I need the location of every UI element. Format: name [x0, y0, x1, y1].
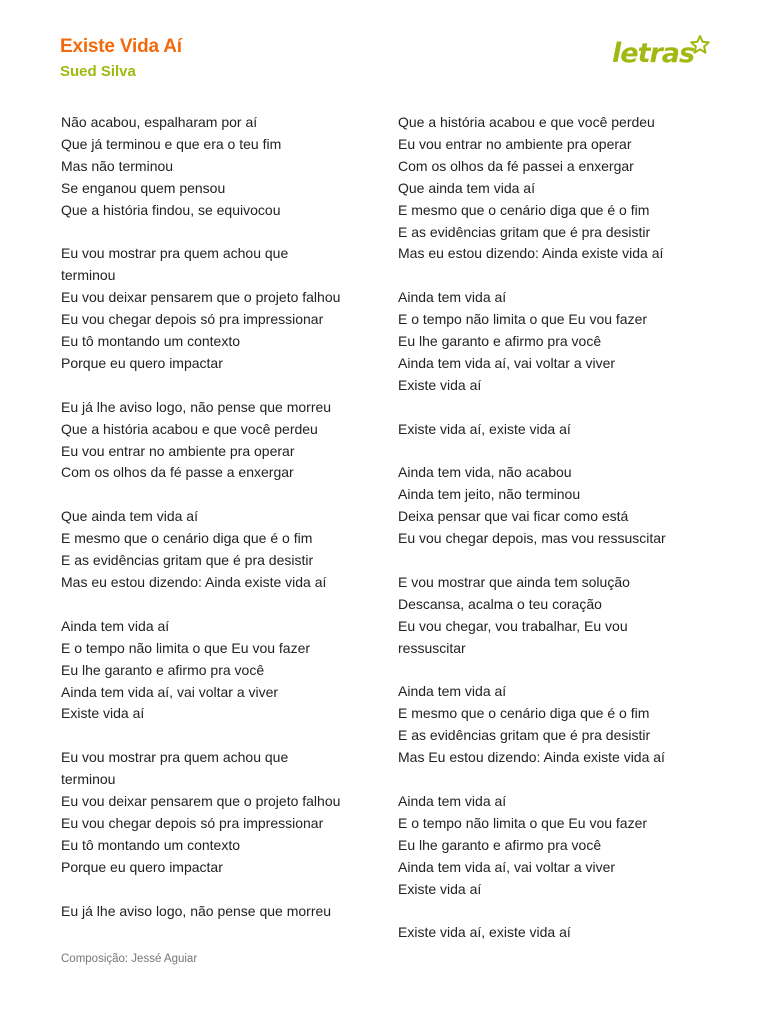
lyrics-line: Eu já lhe aviso logo, não pense que morreu [61, 398, 332, 415]
lyrics-line: Eu tô montando um contexto [61, 333, 240, 350]
lyrics-line: Com os olhos da fé passe a enxergar [61, 464, 294, 481]
lyrics-line: ressuscitar [398, 639, 466, 656]
lyrics-stanza [398, 287, 718, 397]
lyrics-line: Eu vou chegar depois só pra impressionar [61, 814, 324, 831]
lyrics-line: Eu já lhe aviso logo, não pense que morreu [61, 902, 332, 919]
lyrics-line: Eu lhe garanto e afirmo pra você [61, 661, 265, 678]
lyrics-line: Ainda tem vida aí, vai voltar a viver [398, 354, 616, 371]
lyrics-stanza [398, 462, 718, 550]
lyrics-line: Mas eu estou dizendo: Ainda existe vida aí [61, 573, 327, 590]
lyrics-stanza [398, 572, 718, 660]
lyrics-line: Existe vida aí [398, 376, 482, 393]
lyrics-line: Ainda tem vida aí [398, 683, 507, 700]
lyrics-line: Que a história findou, se equivocou [61, 201, 281, 218]
lyrics-stanza [398, 112, 718, 265]
lyrics-line: Com os olhos da fé passei a enxergar [398, 157, 634, 174]
lyrics-line: Eu vou chegar depois só pra impressionar [61, 311, 324, 328]
lyrics-line: Eu vou chegar, vou trabalhar, Eu vou [398, 617, 628, 634]
lyrics-line: E mesmo que o cenário diga que é o fim [61, 530, 313, 547]
lyrics-line: Ainda tem vida aí, vai voltar a viver [398, 858, 616, 875]
lyrics-line: Que a história acabou e que você perdeu [61, 420, 318, 437]
lyrics-line: Mas Eu estou dizendo: Ainda existe vida aí [398, 749, 665, 766]
lyrics-line: terminou [61, 771, 116, 788]
lyrics-line: Existe vida aí, existe vida aí [398, 924, 571, 941]
lyrics-line: Se enganou quem pensou [61, 179, 226, 196]
lyrics-line: Eu vou mostrar pra quem achou que [61, 749, 289, 766]
lyrics-line: Ainda tem vida aí, vai voltar a viver [61, 683, 279, 700]
lyrics-line: Ainda tem jeito, não terminou [398, 486, 581, 503]
lyrics-line: Que ainda tem vida aí [398, 179, 535, 196]
lyrics-line: Eu lhe garanto e afirmo pra você [398, 333, 602, 350]
lyrics-stanza [398, 922, 718, 944]
lyrics-line: Eu vou entrar no ambiente pra operar [61, 442, 295, 459]
song-header [60, 34, 182, 82]
artist-name: Sued Silva [60, 63, 136, 80]
lyrics-stanza [61, 616, 381, 726]
letras-logo [612, 32, 712, 72]
lyrics-line: E mesmo que o cenário diga que é o fim [398, 705, 650, 722]
lyrics-line: Existe vida aí [398, 880, 482, 897]
lyrics-line: E o tempo não limita o que Eu vou fazer [398, 814, 648, 831]
lyrics-line: Ainda tem vida, não acabou [398, 464, 572, 481]
lyrics-line: E mesmo que o cenário diga que é o fim [398, 201, 650, 218]
lyrics-line: E o tempo não limita o que Eu vou fazer [398, 311, 648, 328]
lyrics-column-right [398, 112, 718, 944]
lyrics-line: Que a história acabou e que você perdeu [398, 114, 655, 130]
lyrics-line: E as evidências gritam que é pra desistir [398, 223, 651, 240]
lyrics-stanza [61, 506, 381, 594]
lyrics-line: E o tempo não limita o que Eu vou fazer [61, 639, 311, 656]
lyrics-line: terminou [61, 267, 116, 284]
lyrics-line: Que já terminou e que era o teu fim [61, 135, 282, 152]
lyrics-line: Ainda tem vida aí [398, 793, 507, 809]
lyrics-line: Eu lhe garanto e afirmo pra você [398, 836, 602, 853]
lyrics-line: Ainda tem vida aí [61, 617, 170, 634]
lyrics-line: E as evidências gritam que é pra desistir [398, 727, 651, 744]
lyrics-line: Eu vou chegar depois, mas vou ressuscitar [398, 530, 666, 547]
lyrics-line: Eu vou entrar no ambiente pra operar [398, 135, 632, 152]
lyrics-line: Eu vou mostrar pra quem achou que [61, 245, 289, 262]
song-title: Existe Vida Aí [60, 36, 182, 57]
lyrics-column-left [61, 112, 381, 922]
lyrics-line: Deixa pensar que vai ficar como está [398, 508, 629, 525]
lyrics-stanza [61, 397, 381, 485]
lyrics-stanza [398, 681, 718, 769]
composer-credit: Composição: Jessé Aguiar [61, 953, 198, 965]
lyrics-line: Não acabou, espalharam por aí [61, 114, 258, 130]
lyrics-line: E as evidências gritam que é pra desistir [61, 552, 314, 569]
lyrics-line: Porque eu quero impactar [61, 354, 223, 371]
logo-text: letras [612, 38, 695, 69]
lyrics-stanza [61, 112, 381, 222]
lyrics-line: Existe vida aí, existe vida aí [398, 420, 571, 437]
lyrics-line: Eu vou deixar pensarem que o projeto falhou [61, 793, 341, 810]
lyrics-line: Existe vida aí [61, 705, 145, 722]
lyrics-line: Descansa, acalma o teu coração [398, 595, 602, 612]
lyrics-line: Mas eu estou dizendo: Ainda existe vida aí [398, 245, 664, 262]
lyrics-stanza [398, 419, 718, 441]
lyrics-stanza [61, 747, 381, 878]
lyrics-stanza [61, 901, 381, 923]
lyrics-line: Eu vou deixar pensarem que o projeto falhou [61, 289, 341, 306]
lyrics-line: Mas não terminou [61, 157, 174, 174]
lyrics-line: Ainda tem vida aí [398, 289, 507, 306]
lyrics-line: Porque eu quero impactar [61, 858, 223, 875]
lyrics-stanza [61, 243, 381, 374]
lyrics-line: Eu tô montando um contexto [61, 836, 240, 853]
lyrics-stanza [398, 791, 718, 901]
lyrics-line: E vou mostrar que ainda tem solução [398, 573, 630, 590]
lyrics-line: Que ainda tem vida aí [61, 508, 198, 525]
